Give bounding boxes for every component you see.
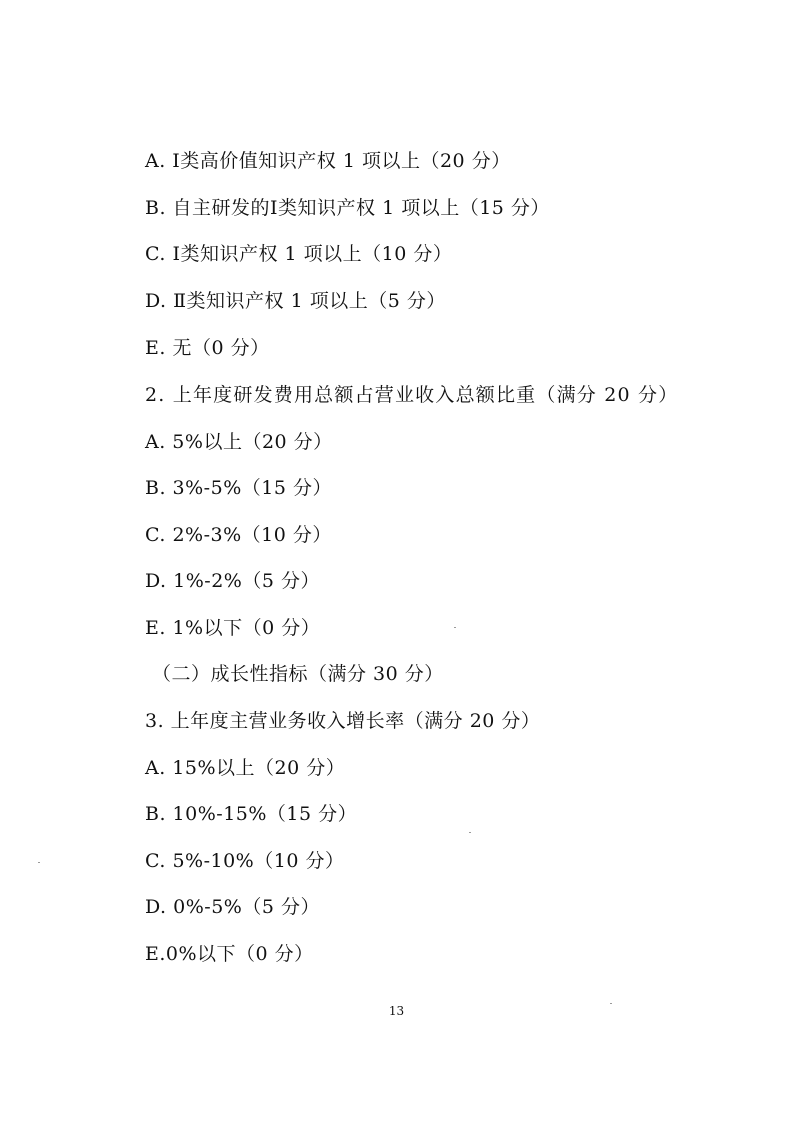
option-a-line: A. 15%以上（20 分） <box>145 757 346 779</box>
page-number: 13 <box>388 1004 405 1018</box>
option-c-line: C. Ⅰ类知识产权 1 项以上（10 分） <box>145 243 453 265</box>
option-d-line: D. 1%-2%（5 分） <box>145 570 320 592</box>
option-b-line: B. 自主研发的Ⅰ类知识产权 1 项以上（15 分） <box>145 197 550 219</box>
option-a-line: A. Ⅰ类高价值知识产权 1 项以上（20 分） <box>145 150 511 172</box>
scan-speck <box>38 862 40 863</box>
option-d-line: D. 0%-5%（5 分） <box>145 896 320 918</box>
option-a-line: A. 5%以上（20 分） <box>145 431 333 453</box>
option-e-line: E. 无（0 分） <box>145 337 270 359</box>
option-e-line: E. 1%以下（0 分） <box>145 617 321 639</box>
option-d-line: D. Ⅱ类知识产权 1 项以上（5 分） <box>145 290 446 312</box>
option-e-line: E.0%以下（0 分） <box>145 943 314 965</box>
section-heading: （二）成长性指标（满分 30 分） <box>152 663 444 685</box>
option-b-line: B. 10%-15%（15 分） <box>145 803 358 825</box>
option-c-line: C. 2%-3%（10 分） <box>145 524 332 546</box>
option-c-line: C. 5%-10%（10 分） <box>145 850 345 872</box>
question-3-heading: 3. 上年度主营业务收入增长率（满分 20 分） <box>145 710 541 732</box>
scan-speck <box>610 1003 612 1004</box>
option-b-line: B. 3%-5%（15 分） <box>145 477 332 499</box>
question-2-heading: 2. 上年度研发费用总额占营业收入总额比重（满分 20 分） <box>145 384 679 406</box>
scan-speck <box>454 627 456 628</box>
scan-speck <box>469 832 471 833</box>
